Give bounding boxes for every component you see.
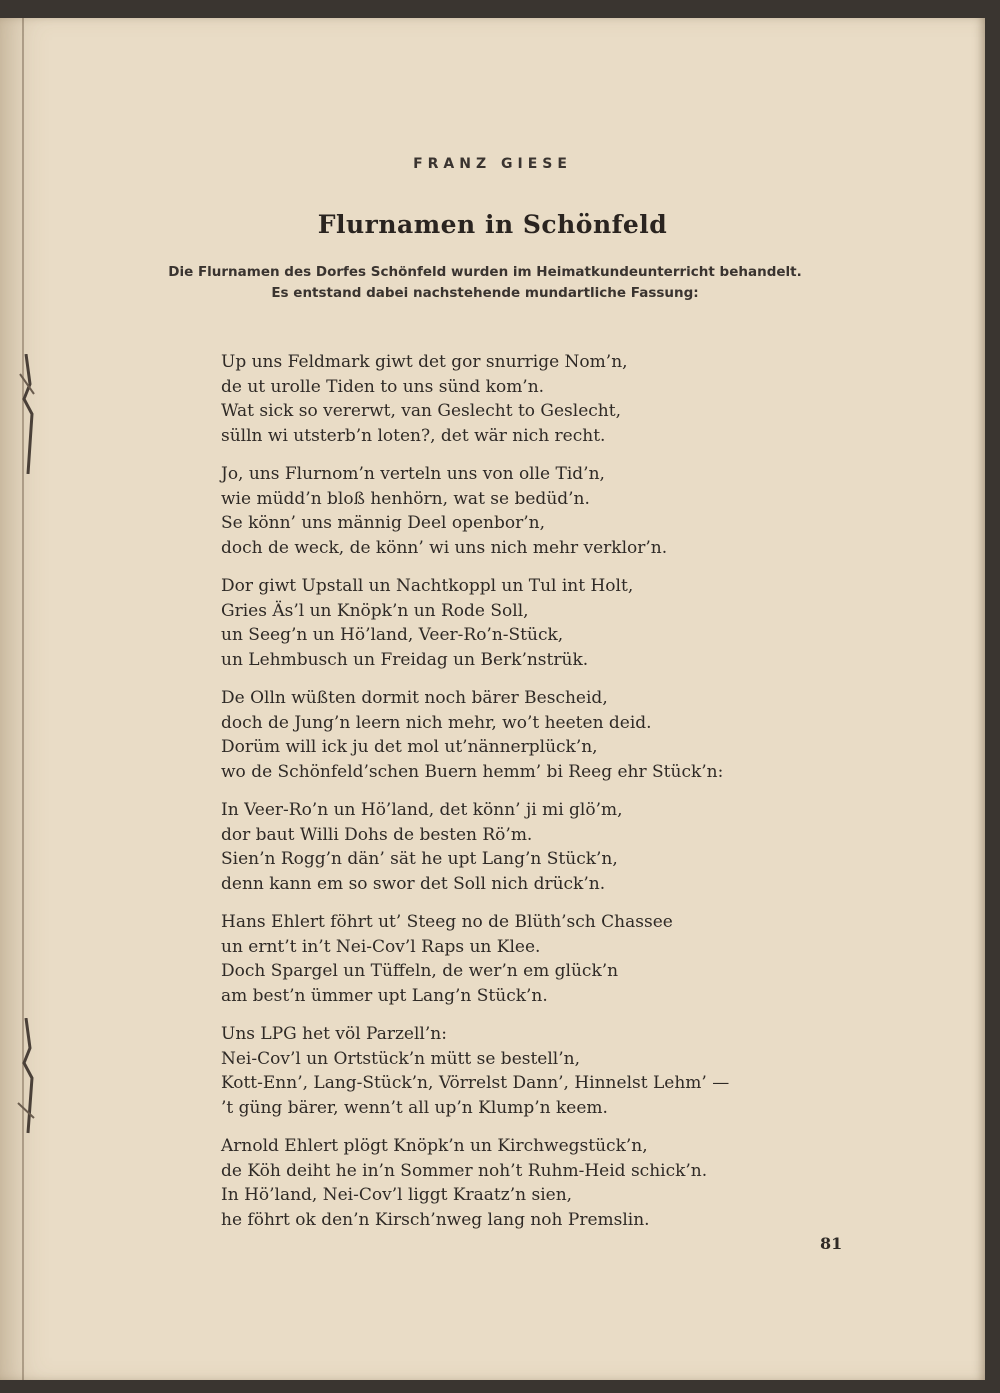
- book-page: [0, 18, 985, 1380]
- verse-line: De Olln wüßten dormit noch bärer Bescheid,: [221, 688, 608, 708]
- verse-line: am best’n ümmer upt Lang’n Stück’n.: [221, 985, 548, 1006]
- verse-line: Up uns Feldmark giwt det gor snurrige Nom’n,: [221, 352, 628, 372]
- stanza: [221, 1134, 841, 1232]
- intro-text: [0, 262, 970, 304]
- poem-body: [221, 350, 841, 1246]
- verse-line: Doch Spargel un Tüffeln, de wer’n em glück’n: [221, 961, 619, 981]
- poem-title: Flurnamen in Schönfeld: [317, 210, 668, 239]
- stanza: [221, 462, 841, 560]
- verse-line: un ernt’t in’t Nei-Cov’l Raps un Klee.: [221, 936, 541, 957]
- verse-line: ’t güng bärer, wenn’t all up’n Klump’n keem.: [221, 1097, 608, 1118]
- intro-line: Es entstand dabei nachstehende mundartliche Fassung:: [271, 285, 699, 301]
- verse-line: In Hö’land, Nei-Cov’l liggt Kraatz’n sien,: [221, 1185, 573, 1205]
- verse-line: Se könn’ uns männig Deel openbor’n,: [221, 513, 545, 533]
- verse-line: un Seeg’n un Hö’land, Veer-Ro’n-Stück,: [221, 625, 564, 645]
- verse-line: Hans Ehlert föhrt ut’ Steeg no de Blüth’sch Chassee: [221, 912, 673, 932]
- binding-thread-icon: [14, 354, 42, 474]
- intro-line: Die Flurnamen des Dorfes Schönfeld wurden im Heimatkundeunterricht behandelt.: [168, 264, 802, 280]
- verse-line: wo de Schönfeld’schen Buern hemm’ bi Reeg ehr Stück’n:: [221, 761, 724, 782]
- author-name: FRANZ GIESE: [413, 156, 572, 172]
- stanza: [221, 798, 841, 896]
- verse-line: Wat sick so vererwt, van Geslecht to Geslecht,: [221, 401, 621, 421]
- verse-line: sülln wi utsterb’n loten?, det wär nich recht.: [221, 425, 606, 446]
- verse-line: Jo, uns Flurnom’n verteln uns von olle Tid’n,: [221, 464, 605, 484]
- stanza: [221, 910, 841, 1008]
- verse-line: Dor giwt Upstall un Nachtkoppl un Tul int Holt,: [221, 576, 634, 596]
- verse-line: dor baut Willi Dohs de besten Rö’m.: [221, 824, 533, 845]
- verse-line: Dorüm will ick ju det mol ut’nännerplück’n,: [221, 737, 598, 757]
- verse-line: un Lehmbusch un Freidag un Berk’nstrük.: [221, 649, 589, 670]
- stanza: [221, 1022, 841, 1120]
- verse-line: Uns LPG het völ Parzell’n:: [221, 1024, 447, 1044]
- binding-thread-icon: [14, 1018, 42, 1138]
- verse-line: Sien’n Rogg’n dän’ sät he upt Lang’n Stück’n,: [221, 849, 618, 869]
- stanza: [221, 686, 841, 784]
- verse-line: doch de Jung’n leern nich mehr, wo’t heeten deid.: [221, 712, 652, 733]
- verse-line: Nei-Cov’l un Ortstück’n mütt se bestell’n,: [221, 1048, 581, 1069]
- verse-line: Arnold Ehlert plögt Knöpk’n un Kirchwegstück’n,: [221, 1136, 648, 1156]
- verse-line: de ut urolle Tiden to uns sünd kom’n.: [221, 376, 545, 397]
- verse-line: Kott-Enn’, Lang-Stück’n, Vörrelst Dann’, Hinnelst Lehm’ —: [221, 1073, 730, 1093]
- verse-line: wie müdd’n bloß henhörn, wat se bedüd’n.: [221, 488, 590, 509]
- verse-line: de Köh deiht he in’n Sommer noh’t Ruhm-Heid schick’n.: [221, 1160, 708, 1181]
- stanza: [221, 574, 841, 672]
- verse-line: denn kann em so swor det Soll nich drück’n.: [221, 873, 606, 894]
- verse-line: he föhrt ok den’n Kirsch’nweg lang noh Premslin.: [221, 1209, 650, 1230]
- page-number: 81: [820, 1234, 843, 1253]
- stanza: [221, 350, 841, 448]
- verse-line: Gries Äs’l un Knöpk’n un Rode Soll,: [221, 600, 529, 621]
- verse-line: In Veer-Ro’n un Hö’land, det könn’ ji mi glö’m,: [221, 800, 623, 820]
- verse-line: doch de weck, de könn’ wi uns nich mehr verklor’n.: [221, 537, 668, 558]
